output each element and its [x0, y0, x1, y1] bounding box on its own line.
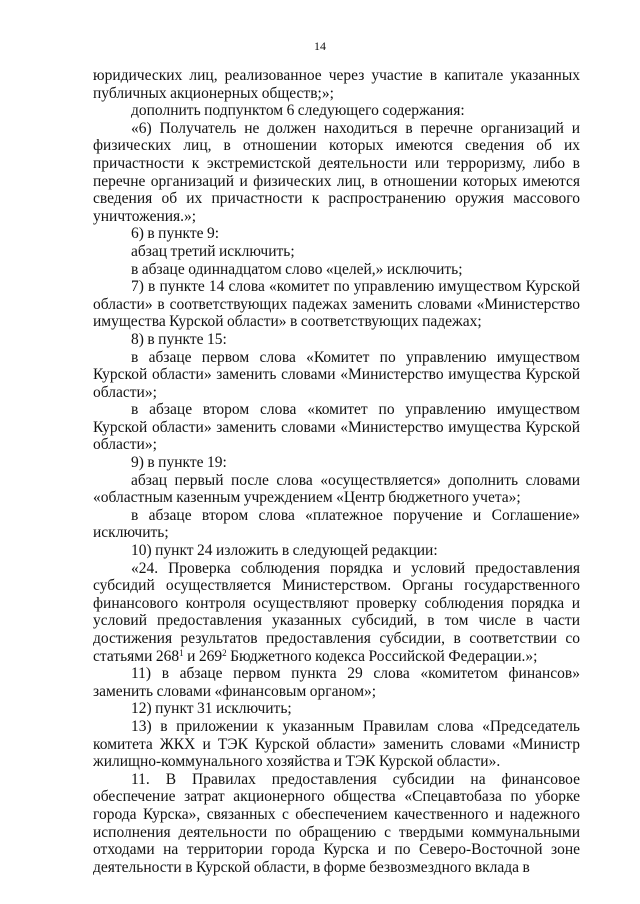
paragraph-item-9: 9) в пункте 19:	[131, 454, 227, 472]
paragraph-item-10-text-part2: и 269	[183, 647, 223, 665]
paragraph-section-11: 11. В Правилах предоставления субсидии на финансовое обеспечение затрат акционерного общества «Спецавтобаза по уборке города Курска», связанных с обеспечением качественного и надежного исполнения деятельности по обращению с твердыми коммунальными отходами на территории города Курска и по Северо-Восточной зоне деятельности в Курской области, в форме безвозмездного вклада в	[93, 770, 580, 876]
paragraph-item-11: 11) в абзаце первом пункта 29 слова «комитетом финансов» заменить словами «финансовым органом»;	[93, 665, 580, 700]
paragraph-item-10-text-part1: «24. Проверка соблюдения порядка и условий предоставления субсидий осуществляется Министерством. Органы государственного финансового контроля осуществляют проверку соблюдения порядка и условий предоставления указанных субсидий, в том числе в части достижения результатов предоставления субсидии, в соответствии со статьями 268	[93, 559, 580, 665]
paragraph-item-6-abz3: абзац третий исключить;	[131, 242, 295, 260]
paragraph-item-10: 10) пункт 24 изложить в следующей редакции:	[131, 542, 438, 560]
paragraph-item-8: 8) в пункте 15:	[131, 330, 227, 348]
superscript-1: 1	[179, 647, 184, 658]
paragraph-item-7: 7) в пункте 14 слова «комитет по управлению имуществом Курской области» в соответствующих падежах заменить словами «Министерство имущества Курской области» в соответствующих падежах;	[93, 278, 580, 331]
page-number: 14	[314, 39, 326, 53]
paragraph-item-9-abz2: в абзаце втором слова «платежное поручение и Соглашение» исключить;	[93, 506, 580, 542]
document-body	[93, 67, 580, 876]
paragraph-continuation: юридических лиц, реализованное через участие в капитале указанных публичных акционерных обществ;»;	[93, 67, 580, 102]
paragraph-item-10-text-part3: Бюджетного кодекса Российской Федерации.»;	[226, 647, 538, 665]
paragraph-item-12: 12) пункт 31 исключить;	[131, 700, 292, 718]
paragraph-item-8-abz2: в абзаце втором слова «комитет по управлению имуществом Курской области» заменить словами «Министерство имущества Курской области»;	[93, 401, 580, 454]
paragraph-add-subitem-6: дополнить подпунктом 6 следующего содержания:	[131, 102, 465, 120]
paragraph-item-6: 6) в пункте 9:	[131, 225, 220, 243]
paragraph-subitem-6-text: «6) Получатель не должен находиться в перечне организаций и физических лиц, в отношении которых имеются сведения об их причастности к экстремистской деятельности или терроризму, либо в перечне организаций и физических лиц, в отношении которых имеются сведения об их причастности к распространению оружия массового уничтожения.»;	[93, 119, 580, 225]
superscript-2: 2	[222, 647, 227, 658]
paragraph-item-6-abz11: в абзаце одиннадцатом слово «целей,» исключить;	[131, 260, 463, 278]
paragraph-item-9-abz1: абзац первый после слова «осуществляется» дополнить словами «областным казенным учреждением «Центр бюджетного учета»;	[93, 471, 580, 507]
paragraph-item-10-text	[93, 560, 580, 666]
paragraph-item-13: 13) в приложении к указанным Правилам слова «Председатель комитета ЖКХ и ТЭК Курской области» заменить словами «Министр жилищно-коммунального хозяйства и ТЭК Курской области».	[93, 717, 580, 771]
paragraph-item-8-abz1: в абзаце первом слова «Комитет по управлению имуществом Курской области» заменить словами «Министерство имущества Курской области»;	[93, 348, 580, 401]
